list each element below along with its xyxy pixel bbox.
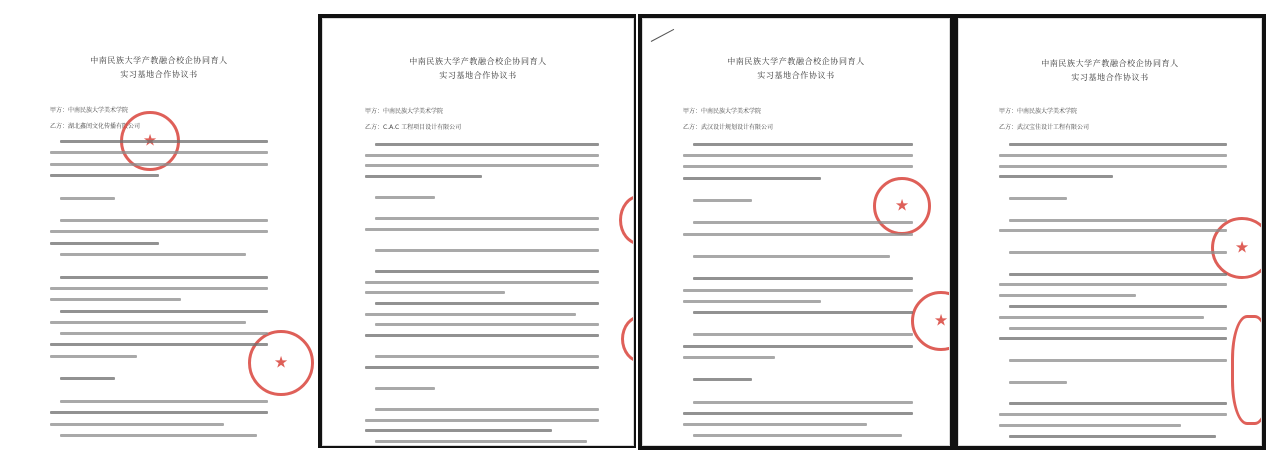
body-text-line [999, 413, 1227, 416]
body-text-line [60, 140, 268, 143]
body-text-line [683, 233, 913, 236]
body-text-line [50, 230, 268, 233]
body-text-line [1009, 251, 1227, 254]
seal-star-icon: ★ [1234, 237, 1250, 257]
seal-star-icon: ★ [894, 195, 910, 215]
body-text-line [375, 387, 435, 390]
body-text-line [60, 219, 268, 222]
body-text-line [375, 143, 599, 146]
body-text-line [999, 316, 1204, 319]
body-text-line [60, 197, 115, 200]
body-text-line [365, 281, 599, 284]
body-text-line [683, 165, 913, 168]
official-seal-partial [621, 315, 634, 363]
body-text-line [375, 196, 435, 199]
body-text-line [999, 175, 1113, 178]
official-seal [911, 291, 950, 351]
body-text-line [375, 355, 599, 358]
agreement-page-1 [2, 16, 316, 446]
body-text-line [365, 366, 599, 369]
official-seal [1211, 217, 1262, 279]
party-b-line: 乙方：武汉宝佳设计工程有限公司 [999, 124, 1090, 131]
body-text-line [50, 411, 268, 414]
body-text-line [375, 217, 599, 220]
body-text-line [999, 229, 1227, 232]
body-text-line [365, 313, 576, 316]
agreement-page-4 [958, 18, 1262, 446]
body-text-line [999, 294, 1136, 297]
body-text-line [683, 177, 821, 180]
body-text-line [1009, 197, 1067, 200]
body-text-line [683, 154, 913, 157]
body-text-line [1009, 273, 1227, 276]
party-a-line: 甲方：中南民族大学美术学院 [683, 108, 762, 115]
body-text-line [683, 356, 775, 359]
body-text-line [683, 412, 913, 415]
body-text-line [365, 175, 482, 178]
body-text-line [693, 199, 752, 202]
body-text-line [693, 401, 913, 404]
party-b-line: 乙方：湖北鑫闰文化传播有限公司 [50, 123, 141, 130]
body-text-line [60, 332, 268, 335]
page-title-line2: 实习基地合作协议书 [1071, 73, 1149, 82]
body-text-line [50, 355, 137, 358]
body-text-line [50, 298, 181, 301]
body-text-line [375, 323, 599, 326]
body-text-line [999, 154, 1227, 157]
body-text-line [999, 424, 1181, 427]
page-title-line1: 中南民族大学产教融合校企协同育人 [409, 57, 547, 66]
body-text-line [693, 434, 902, 437]
official-seal [248, 330, 314, 396]
body-text-line [375, 440, 587, 443]
body-text-line [1009, 219, 1227, 222]
official-seal-partial [619, 195, 634, 245]
body-text-line [1009, 381, 1067, 384]
pen-mark [651, 29, 674, 42]
body-text-line [683, 289, 913, 292]
agreement-page-3 [642, 18, 950, 446]
body-text-line [50, 287, 268, 290]
body-text-line [60, 253, 246, 256]
body-text-line [60, 310, 268, 313]
official-seal [873, 177, 931, 235]
body-text-line [365, 164, 599, 167]
body-text-line [693, 333, 913, 336]
page-title-line1: 中南民族大学产教融合校企协同育人 [90, 56, 228, 65]
body-text-line [50, 423, 224, 426]
party-b-line: 乙方：武汉设计规划设计有限公司 [683, 124, 774, 131]
agreement-page-2 [322, 18, 634, 446]
body-text-line [1009, 143, 1227, 146]
body-text-line [365, 154, 599, 157]
body-text-line [50, 174, 159, 177]
body-text-line [365, 291, 505, 294]
body-text-line [1009, 402, 1227, 405]
body-text-line [693, 255, 890, 258]
body-text-line [999, 283, 1227, 286]
party-a-line: 甲方：中南民族大学美术学院 [999, 108, 1078, 115]
body-text-line [1009, 305, 1227, 308]
body-text-line [60, 400, 268, 403]
body-text-line [50, 343, 268, 346]
body-text-line [375, 270, 599, 273]
body-text-line [999, 165, 1227, 168]
body-text-line [1009, 359, 1227, 362]
page-title-line1: 中南民族大学产教融合校企协同育人 [727, 57, 865, 66]
body-text-line [1009, 327, 1227, 330]
body-text-line [1009, 435, 1216, 438]
body-text-line [683, 345, 913, 348]
page-title-line2: 实习基地合作协议书 [439, 71, 517, 80]
body-text-line [60, 377, 115, 380]
body-text-line [683, 423, 867, 426]
body-text-line [50, 321, 246, 324]
body-text-line [375, 249, 599, 252]
body-text-line [60, 276, 268, 279]
body-text-line [375, 302, 599, 305]
body-text-line [50, 242, 159, 245]
page-title-line2: 实习基地合作协议书 [120, 70, 198, 79]
party-a-line: 甲方：中南民族大学美术学院 [50, 107, 129, 114]
body-text-line [50, 163, 268, 166]
seal-star-icon: ★ [273, 352, 289, 372]
page-title-line1: 中南民族大学产教融合校企协同育人 [1041, 59, 1179, 68]
body-text-line [365, 334, 599, 337]
body-text-line [693, 143, 913, 146]
body-text-line [50, 151, 268, 154]
body-text-line [683, 300, 821, 303]
body-text-line [365, 228, 599, 231]
page-title-line2: 实习基地合作协议书 [757, 71, 835, 80]
party-b-line: 乙方：C.A.C 工程项目设计有限公司 [365, 124, 462, 131]
body-text-line [693, 311, 913, 314]
seal-star-icon: ★ [933, 310, 949, 330]
body-text-line [999, 337, 1227, 340]
body-text-line [60, 434, 257, 437]
body-text-line [693, 277, 913, 280]
body-text-line [365, 429, 552, 432]
party-a-line: 甲方：中南民族大学美术学院 [365, 108, 444, 115]
body-text-line [693, 221, 913, 224]
body-text-line [365, 419, 599, 422]
body-text-line [375, 408, 599, 411]
official-seal-partial [1231, 315, 1262, 425]
body-text-line [693, 378, 752, 381]
